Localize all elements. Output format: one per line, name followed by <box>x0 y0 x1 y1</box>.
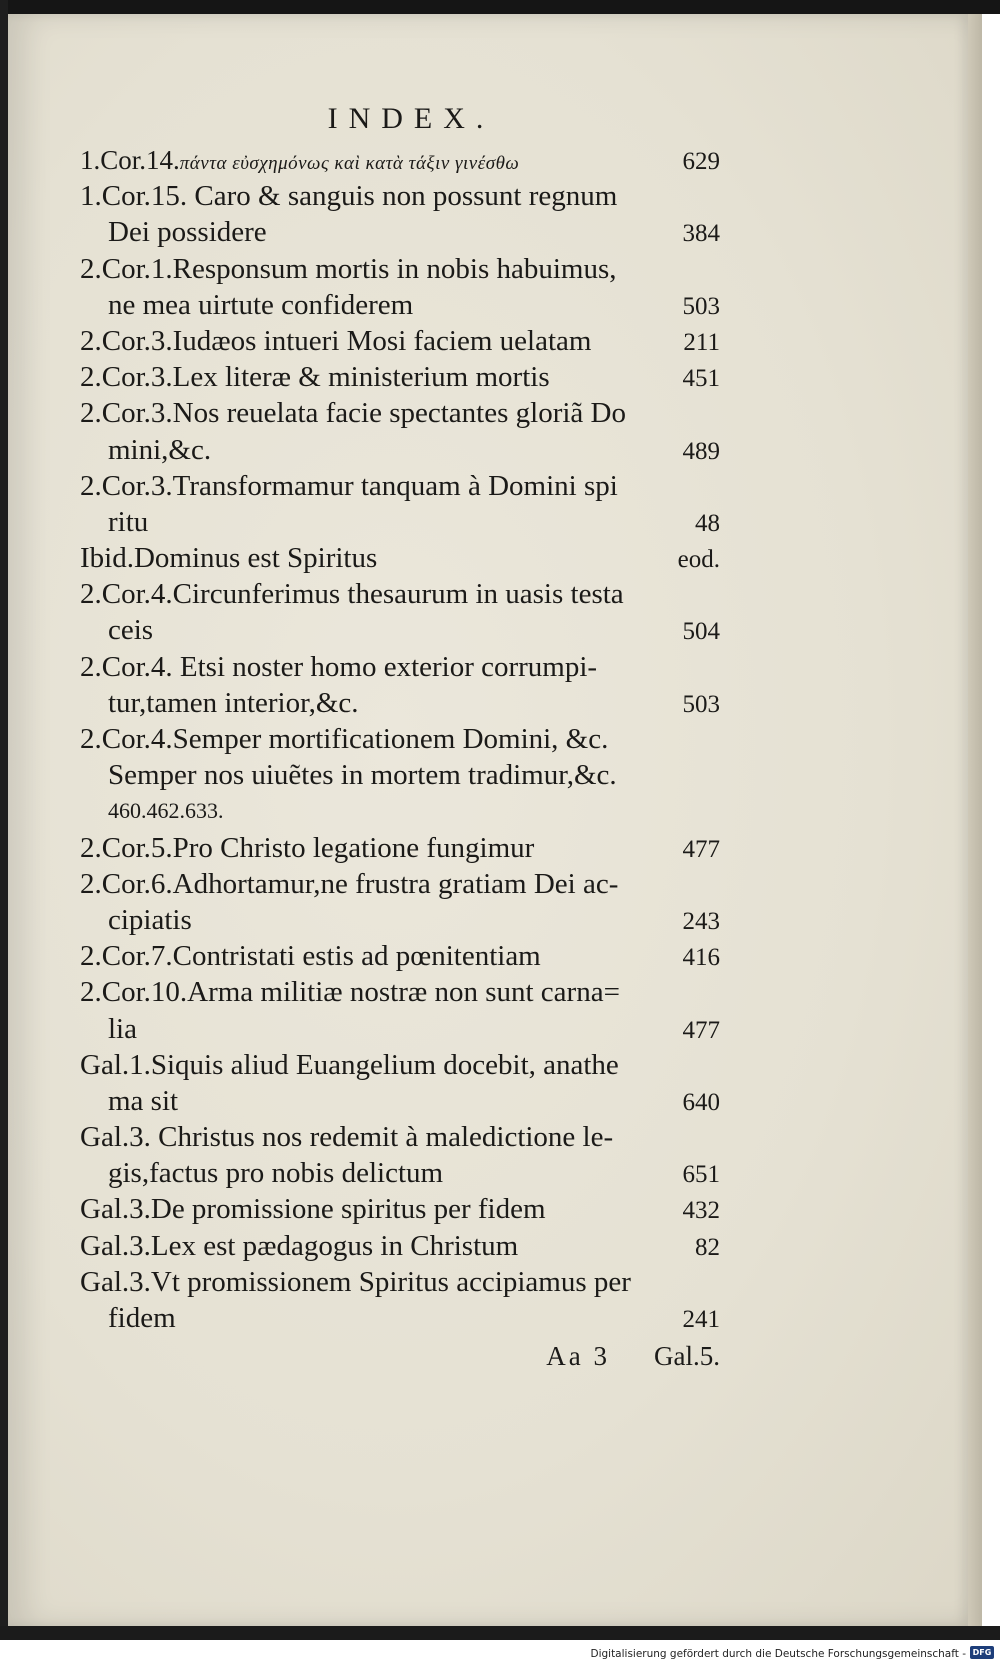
entry-text: tur,tamen interior,&c. <box>108 686 359 719</box>
index-entries <box>80 142 720 1336</box>
running-head: INDEX. <box>327 102 495 135</box>
entry-text: Dei possidere <box>108 216 267 249</box>
entry-text: cipiatis <box>108 903 192 936</box>
entry-text: 2.Cor.3.Nos reuelata facie spectantes gloriã Do <box>80 397 626 430</box>
entry-line <box>80 1191 720 1227</box>
entry-page-number: 451 <box>682 365 720 393</box>
entry-text: 460.462.633. <box>108 798 224 824</box>
entry-text: Gal.1.Siquis aliud Euangelium docebit, anathe <box>80 1048 619 1081</box>
index-entry <box>80 576 720 648</box>
entry-continuation-line <box>80 287 720 323</box>
entry-page-number: 651 <box>682 1161 720 1189</box>
entry-text: Gal.3.Vt promissionem Spiritus accipiamus per <box>80 1265 631 1298</box>
entry-page-number: 432 <box>682 1197 720 1225</box>
entry-line <box>80 1119 720 1155</box>
entry-text: 2.Cor.4.Circunferimus thesaurum in uasis testa <box>80 578 624 611</box>
index-entry <box>80 1228 720 1264</box>
entry-text: mini,&c. <box>108 433 212 466</box>
scan-top-border <box>0 0 1000 14</box>
entry-text: 2.Cor.3.Transformamur tanquam à Domini spi <box>80 469 618 502</box>
entry-text: 2.Cor.3.Iudæos intueri Mosi faciem uelatam <box>80 324 592 357</box>
entry-continuation-line <box>80 1155 720 1191</box>
page-edge <box>968 14 982 1626</box>
entry-page-number: 384 <box>682 220 720 248</box>
entry-line <box>80 721 720 757</box>
entry-reference <box>80 142 519 182</box>
entry-line <box>80 1228 720 1264</box>
page-footer-line <box>80 1338 720 1374</box>
entry-text: ritu <box>108 505 149 538</box>
entry-text: fidem <box>108 1302 176 1334</box>
entry-line <box>80 576 720 612</box>
entry-text: gis,factus pro nobis delictum <box>108 1157 444 1190</box>
entry-page-number: 503 <box>682 690 720 718</box>
entry-page-number: 489 <box>682 437 720 465</box>
entry-page-number: 241 <box>682 1306 720 1333</box>
entry-line <box>80 395 720 431</box>
entry-ref: 1.Cor.14. <box>80 145 180 175</box>
index-entry <box>80 866 720 938</box>
entry-continuation-line <box>80 685 720 721</box>
entry-page-number: eod. <box>677 546 720 574</box>
entry-text: ne mea uirtute confiderem <box>108 288 414 321</box>
entry-text: ma sit <box>108 1084 179 1117</box>
entry-page-number: 48 <box>695 509 720 537</box>
entry-line <box>80 540 720 576</box>
entry-page-number: 211 <box>683 328 720 356</box>
catchword: Gal.5. <box>654 1341 720 1372</box>
entry-page-number: 477 <box>682 835 720 863</box>
entry-continuation-line <box>80 1011 720 1047</box>
entry-continuation-line <box>80 757 720 793</box>
entry-text: ceis <box>108 614 154 647</box>
entry-page-number: 243 <box>682 907 720 935</box>
entry-page-number: 477 <box>682 1016 720 1044</box>
index-entry <box>80 1264 720 1336</box>
entry-text: Ibid.Dominus est Spiritus <box>80 542 378 575</box>
entry-page-number: 640 <box>682 1088 720 1116</box>
digitization-credit: Digitalisierung gefördert durch die Deutsche Forschungsgemeinschaft - <box>590 1648 966 1660</box>
entry-continuation-line <box>80 1300 720 1336</box>
entry-text: 2.Cor.6.Adhortamur,ne frustra gratiam Dei ac- <box>80 867 619 900</box>
index-entry <box>80 974 720 1046</box>
index-entry <box>80 1191 720 1227</box>
entry-text: 2.Cor.7.Contristati estis ad pœnitentiam <box>80 940 541 973</box>
index-entry <box>80 178 720 250</box>
index-entry <box>80 1047 720 1119</box>
index-entry <box>80 395 720 467</box>
index-page <box>80 100 720 1374</box>
entry-line <box>80 974 720 1010</box>
entry-continuation-line <box>80 793 720 829</box>
entry-line <box>80 1047 720 1083</box>
entry-text: 2.Cor.4. Etsi noster homo exterior corrumpi- <box>80 650 598 683</box>
entry-page-number: 629 <box>682 148 720 175</box>
entry-line <box>80 251 720 287</box>
index-entry <box>80 721 720 830</box>
entry-line <box>80 142 720 178</box>
scan-left-border <box>0 0 8 1640</box>
entry-line <box>80 1264 720 1300</box>
index-entry <box>80 830 720 866</box>
entry-greek-text: πάντα εὐσχημόνως καὶ κατὰ τάξιν γινέσθω <box>179 153 520 174</box>
entry-continuation-line <box>80 902 720 938</box>
index-entry <box>80 1119 720 1191</box>
index-entry <box>80 251 720 323</box>
entry-line <box>80 468 720 504</box>
entry-page-number: 504 <box>682 618 720 646</box>
entry-text: 2.Cor.4.Semper mortificationem Domini, &c. <box>80 723 609 755</box>
entry-text: Gal.3.De promissione spiritus per fidem <box>80 1193 546 1226</box>
entry-text: 2.Cor.5.Pro Christo legatione fungimur <box>80 831 535 864</box>
entry-continuation-line <box>80 432 720 468</box>
index-entry <box>80 468 720 540</box>
entry-text: 2.Cor.10.Arma militiæ nostræ non sunt carna= <box>80 976 620 1009</box>
entry-line <box>80 938 720 974</box>
entry-line <box>80 830 720 866</box>
entry-text: Gal.3.Lex est pædagogus in Christum <box>80 1229 519 1262</box>
entry-text: lia <box>108 1012 137 1045</box>
signature-mark: Aa 3 <box>546 1341 611 1372</box>
entry-text: 2.Cor.3.Lex literæ & ministerium mortis <box>80 361 550 394</box>
index-entry <box>80 540 720 576</box>
index-entry <box>80 359 720 395</box>
scan-bottom-border <box>0 1626 1000 1640</box>
entry-text: 1.Cor.15. Caro & sanguis non possunt regnum <box>80 180 618 213</box>
entry-page-number: 503 <box>682 292 720 320</box>
entry-text: Gal.3. Christus nos redemit à maledictione le- <box>80 1121 614 1154</box>
entry-continuation-line <box>80 1083 720 1119</box>
entry-continuation-line <box>80 214 720 250</box>
entry-text: Semper nos uiuẽtes in mortem tradimur,&c. <box>108 759 617 792</box>
entry-continuation-line <box>80 504 720 540</box>
entry-line <box>80 866 720 902</box>
dfg-logo: DFG <box>970 1646 994 1659</box>
entry-line <box>80 649 720 685</box>
entry-page-number: 82 <box>695 1233 720 1261</box>
entry-text: 2.Cor.1.Responsum mortis in nobis habuimus, <box>80 252 617 285</box>
index-entry <box>80 649 720 721</box>
entry-page-number: 416 <box>682 944 720 972</box>
entry-continuation-line <box>80 612 720 648</box>
entry-line <box>80 178 720 214</box>
index-entry <box>80 938 720 974</box>
index-entry <box>80 142 720 178</box>
entry-line <box>80 323 720 359</box>
entry-line <box>80 359 720 395</box>
index-entry <box>80 323 720 359</box>
